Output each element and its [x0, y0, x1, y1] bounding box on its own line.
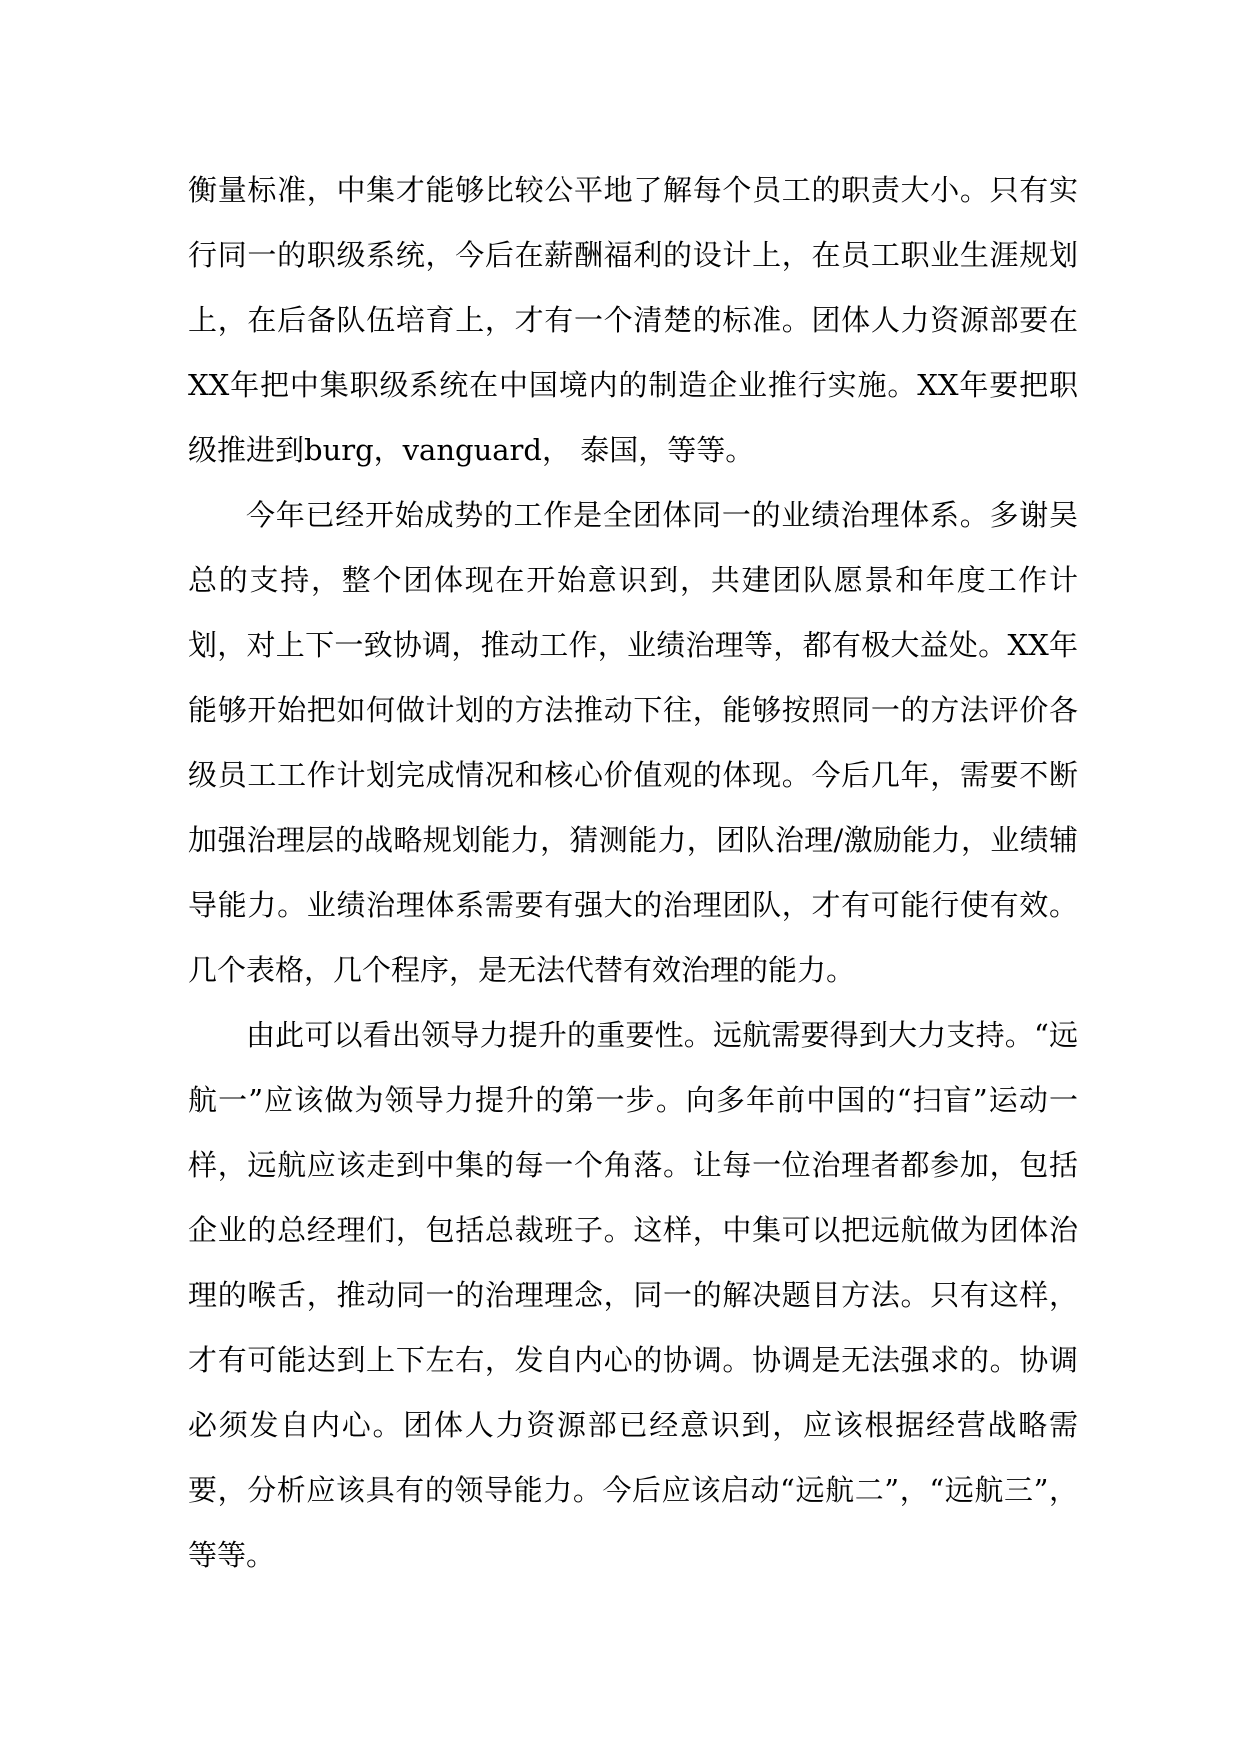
paragraph-1: 衡量标准，中集才能够比较公平地了解每个员工的职责大小。只有实行同一的职级系统，今后在薪酬福利的设计上，在员工职业生涯规划上，在后备队伍培育上，才有一个清楚的标准。团体人力资源部要在XX年把中集职级系统在中国境内的制造企业推行实施。XX年要把职级推进到burg，vanguard， 泰国，等等。	[188, 173, 1078, 467]
document-body	[188, 158, 1078, 1588]
paragraph-2: 今年已经开始成势的工作是全团体同一的业绩治理体系。多谢吴总的支持，整个团体现在开始意识到，共建团队愿景和年度工作计划，对上下一致协调，推动工作，业绩治理等，都有极大益处。XX年能够开始把如何做计划的方法推动下往，能够按照同一的方法评价各级员工工作计划完成情况和核心价值观的体现。今后几年，需要不断加强治理层的战略规划能力，猜测能力，团队治理/激励能力，业绩辅导能力。业绩治理体系需要有强大的治理团队，才有可能行使有效。几个表格，几个程序，是无法代替有效治理的能力。	[188, 498, 1078, 987]
paragraph-3: 由此可以看出领导力提升的重要性。远航需要得到大力支持。“远航一”应该做为领导力提升的第一步。向多年前中国的“扫盲”运动一样，远航应该走到中集的每一个角落。让每一位治理者都参加，包括企业的总经理们，包括总裁班子。这样，中集可以把远航做为团体治理的喉舌，推动同一的治理理念，同一的解决题目方法。只有这样，才有可能达到上下左右，发自内心的协调。协调是无法强求的。协调必须发自内心。团体人力资源部已经意识到，应该根据经营战略需要，分析应该具有的领导能力。今后应该启动“远航二”，“远航三”，等等。	[188, 1018, 1078, 1572]
